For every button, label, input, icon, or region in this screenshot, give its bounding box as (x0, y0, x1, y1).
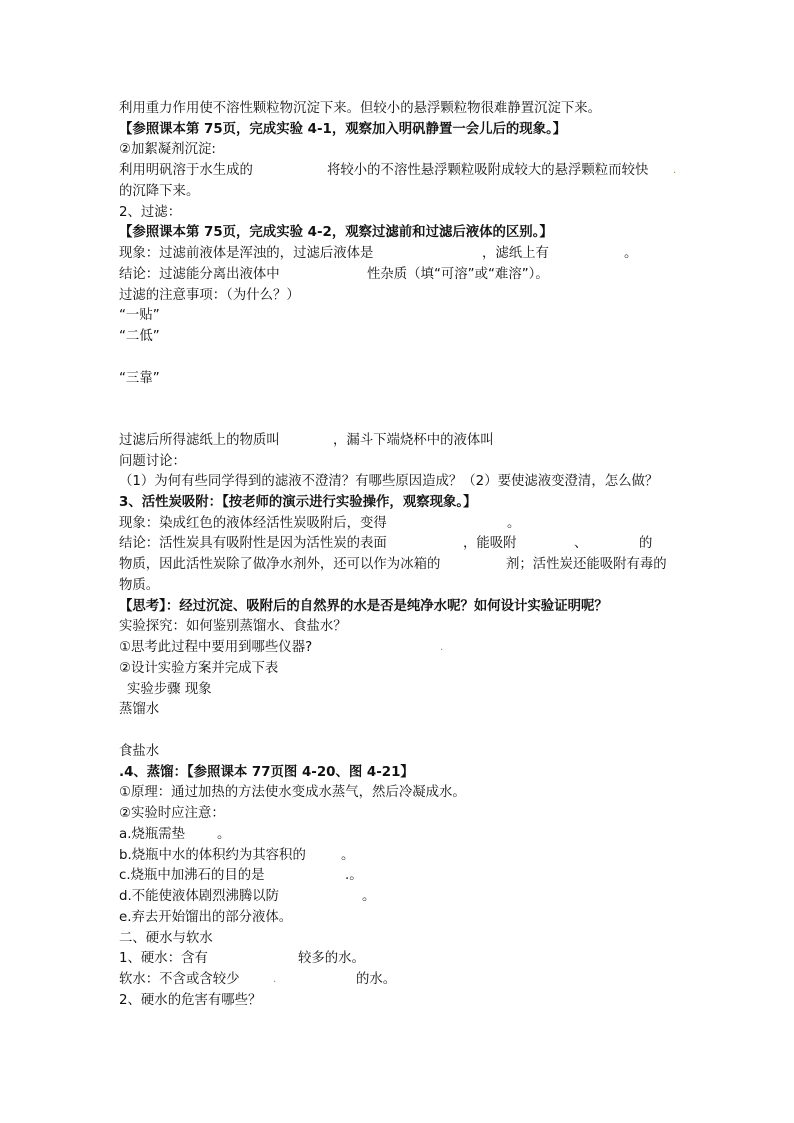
document-page: 利用重力作用使不溶性颗粒物沉淀下来。但较小的悬浮颗粒物很难静置沉淀下来。 【参照课本第 75页，完成实验 4-1，观察加入明矾静置一会儿后的现象。】 ②加絮凝剂沉淀: 利用明矾溶于水生成的 将较小的不溶性悬浮颗粒吸附成较大的悬浮颗粒而较快 . 的沉降下来。 2、过滤： 【参照课本第 75页，完成实验 4-2，观察过滤前和过滤后液体的区别。】 现象：过滤前液体是浑浊的，过滤后液体是 ，滤纸上有 。 结论：过滤能分离出液体中 性杂质（填“可溶”或“难溶”）。 过滤的注意事项：（为什么？） “一贴” “二低” “三靠” 过滤后所得滤纸上的物质叫 ，漏斗下端烧杯中的液体叫 问题讨论： （1）为何有些同学得到的滤液不澄清？有哪些原因造成？（2）要使滤液变澄清，怎么做？ 3、活性炭吸附：【按老师的演示进行实验操作，观察现象。】 现象：染成红色的液体经活性炭吸附后，变得 。 结论：活性炭具有吸附性是因为活性炭的表面 ，能吸附 、 的 物质，因此活性炭除了做净水剂外，还可以作为冰箱的 剂；活性炭还能吸附有毒的 物质。 【思考】：经过沉淀、吸附后的自然界的水是否是纯净水呢？如何设计实验证明呢？ 实验探究：如何鉴别蒸馏水、食盐水？ ①思考此过程中要用到哪些仪器? . ②设计实验方案并完成下表 实验步骤 现象 蒸馏水 食盐水 .4、蒸馏：【参照课本 77页图 4-20、图 4-21】 ①原理：通过加热的方法使水变成水蒸气，然后冷凝成水。 ②实验时应注意： a.烧瓶需垫 。 b.烧瓶中水的体积约为其容积的 。 c.烧瓶中加沸石的目的是 .。 d.不能使液体剧烈沸腾以防 。 e.弃去开始馏出的部分液体。 二、硬水与软水 1、硬水：含有 较多的水。 软水：不含或含较少 . 的水。 2、硬水的危害有哪些？ (119, 101, 677, 1008)
